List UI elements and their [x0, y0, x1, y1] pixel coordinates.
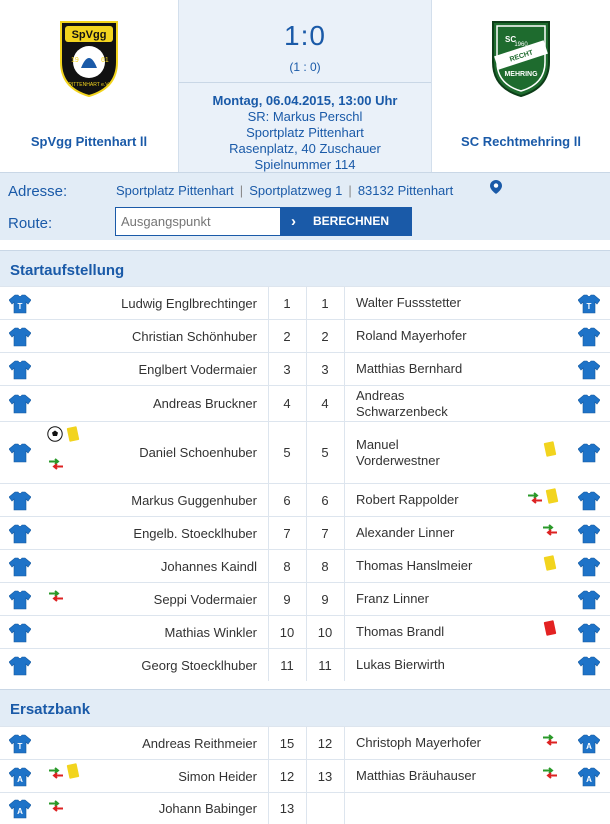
svg-text:A: A [586, 741, 592, 751]
game-number: Spielnummer 114 [254, 157, 356, 172]
svg-text:19: 19 [71, 57, 79, 64]
shirt-icon [9, 656, 31, 676]
home-player-name[interactable]: Daniel Schoenhuber [139, 445, 257, 460]
away-player-name[interactable]: Andreas Schwarzenbeck [356, 387, 448, 419]
home-player-name[interactable]: Engelb. Stoecklhuber [133, 525, 257, 541]
goal-ball-icon [47, 426, 63, 442]
home-team-logo [55, 18, 123, 98]
shirt-icon [9, 524, 31, 544]
away-player-number: 7 [321, 525, 329, 541]
final-score: 1:0 [284, 20, 326, 51]
shirt-icon [578, 590, 600, 610]
shirt-icon [578, 491, 600, 511]
table-row [0, 726, 610, 759]
away-player-name[interactable]: Roland Mayerhofer [356, 328, 467, 343]
table-row [0, 319, 610, 352]
away-player-number: 11 [318, 657, 332, 673]
table-row [0, 615, 610, 648]
svg-text:61: 61 [101, 57, 109, 64]
shirt-icon [9, 734, 31, 754]
shirt-icon [9, 327, 31, 347]
home-player-name[interactable]: Johann Babinger [158, 801, 257, 816]
table-row [0, 759, 610, 792]
svg-text:T: T [17, 741, 23, 751]
away-player-name[interactable]: Alexander Linner [356, 525, 455, 540]
address-street[interactable]: Sportplatzweg 1 [249, 183, 343, 198]
away-player-name[interactable] [356, 793, 486, 824]
away-player-number: 10 [317, 624, 333, 640]
shirt-icon [578, 443, 600, 463]
shirt-icon [9, 767, 31, 787]
home-player-name[interactable]: Johannes Kaindl [160, 558, 257, 574]
shirt-icon [578, 557, 600, 577]
away-player-name[interactable]: Lukas Bierwirth [356, 657, 445, 672]
table-row [0, 549, 610, 582]
home-player-name[interactable]: Christian Schönhuber [131, 328, 257, 344]
shirt-icon [9, 623, 31, 643]
shirt-icon [578, 327, 600, 347]
table-row [0, 286, 610, 319]
home-player-name[interactable]: Markus Guggenhuber [131, 492, 257, 508]
away-player-name[interactable]: Robert Rappolder [356, 492, 459, 507]
table-row [0, 516, 610, 549]
away-player-number: 3 [321, 361, 329, 377]
home-player-number: 3 [283, 361, 291, 377]
home-player-name[interactable]: Seppi Vodermaier [153, 591, 257, 607]
away-player-name[interactable]: Manuel Vorderwestner [356, 436, 440, 468]
address-label: Adresse: [8, 183, 68, 200]
shirt-icon [578, 734, 600, 754]
shirt-icon [9, 443, 31, 463]
lineup-title: Startaufstellung [0, 250, 610, 287]
svg-text:SC: SC [505, 35, 517, 44]
home-player-number: 8 [283, 558, 291, 574]
calculate-route-label: BERECHNEN [313, 214, 390, 228]
table-row [0, 385, 610, 421]
surface-attendance: Rasenplatz, 40 Zuschauer [229, 141, 381, 156]
away-player-number: 12 [317, 735, 333, 751]
match-info [179, 93, 431, 173]
table-row [0, 421, 610, 483]
shirt-icon [9, 557, 31, 577]
home-player-number: 12 [279, 768, 295, 784]
shirt-icon [578, 524, 600, 544]
home-player-name[interactable]: Simon Heider [178, 768, 257, 784]
away-player-number: 9 [321, 591, 329, 607]
substitution-icon [48, 458, 64, 470]
substitution-icon [542, 734, 558, 746]
home-player-name[interactable]: Georg Stoecklhuber [141, 657, 257, 673]
shirt-icon [578, 360, 600, 380]
address-place[interactable]: Sportplatz Pittenhart [116, 183, 234, 198]
substitution-icon [48, 800, 64, 812]
away-player-number: 4 [321, 396, 329, 411]
chevron-right-icon: › [291, 213, 296, 230]
home-player-number: 10 [279, 624, 295, 640]
shirt-icon [9, 590, 31, 610]
shirt-icon [578, 394, 600, 414]
shirt-icon [9, 360, 31, 380]
away-player-number: 6 [321, 492, 329, 508]
home-player-number: 7 [283, 525, 291, 541]
shirt-icon [9, 491, 31, 511]
home-player-name[interactable]: Andreas Bruckner [152, 396, 257, 411]
match-header [0, 0, 610, 172]
away-player-number: 2 [321, 328, 329, 344]
halftime-score: (1 : 0) [289, 60, 321, 74]
away-player-name[interactable]: Walter Fussstetter [356, 295, 461, 310]
svg-text:A: A [586, 774, 592, 784]
away-player-number: 1 [321, 295, 329, 311]
bench-title: Ersatzbank [0, 689, 610, 726]
home-player-number: 5 [283, 445, 291, 460]
route-start-input[interactable] [115, 207, 281, 236]
table-row [0, 483, 610, 516]
table-row [0, 582, 610, 615]
referee: SR: Markus Perschl [247, 109, 363, 124]
address-link[interactable]: Sportplatz Pittenhart | Sportplatzweg 1 | 83132 Pittenhart [116, 183, 454, 198]
divider [179, 82, 431, 83]
away-player-number: 5 [321, 445, 329, 460]
address-city[interactable]: 83132 Pittenhart [357, 183, 454, 198]
away-player-number: 13 [317, 768, 333, 784]
address-panel [0, 172, 610, 240]
shirt-icon [578, 656, 600, 676]
home-player-number: 9 [283, 591, 291, 607]
svg-text:T: T [17, 301, 23, 311]
away-player-number [306, 793, 344, 824]
away-player-number: 8 [321, 558, 329, 574]
svg-text:A: A [17, 774, 23, 784]
shirt-icon [9, 294, 31, 314]
table-row [0, 352, 610, 385]
match-date: Montag, 06.04.2015, 13:00 Uhr [212, 93, 398, 108]
substitution-icon [527, 492, 543, 504]
table-row [0, 792, 610, 824]
svg-text:SpVgg: SpVgg [71, 29, 107, 41]
home-player-name[interactable]: Mathias Winkler [164, 624, 257, 640]
away-player-name[interactable]: Matthias Bräuhauser [356, 768, 476, 783]
shirt-icon [9, 394, 31, 414]
svg-text:RECHT: RECHT [508, 49, 535, 64]
substitution-icon [542, 767, 558, 779]
home-player-number: 2 [283, 328, 291, 344]
away-player-name[interactable]: Franz Linner [356, 591, 429, 606]
venue: Sportplatz Pittenhart [246, 125, 364, 140]
svg-text:A: A [17, 807, 23, 816]
map-pin-icon[interactable] [490, 180, 502, 194]
shirt-icon [578, 294, 600, 314]
home-player-name[interactable]: Ludwig Englbrechtinger [121, 295, 257, 311]
substitution-icon [542, 524, 558, 536]
away-player-name[interactable]: Thomas Brandl [356, 624, 445, 639]
route-label: Route: [8, 215, 53, 232]
shirt-icon [578, 623, 600, 643]
calculate-route-button[interactable] [281, 207, 412, 236]
substitution-icon [48, 590, 64, 602]
svg-text:1960: 1960 [514, 42, 528, 48]
away-player-name[interactable]: Christoph Mayerhofer [356, 735, 481, 750]
svg-text:PITTENHART e.V.: PITTENHART e.V. [68, 82, 110, 88]
home-team-name[interactable]: SpVgg Pittenhart ll [30, 134, 148, 149]
score-panel [178, 0, 432, 172]
home-player-number: 15 [279, 735, 295, 751]
home-player-name[interactable]: Andreas Reithmeier [142, 735, 257, 751]
substitution-icon [48, 767, 64, 779]
table-row [0, 648, 610, 681]
svg-text:T: T [586, 301, 592, 311]
shirt-icon [578, 767, 600, 787]
home-player-number: 6 [283, 492, 291, 508]
home-player-number: 13 [279, 801, 295, 816]
away-team[interactable] [432, 0, 610, 172]
home-player-number: 1 [283, 295, 291, 311]
away-team-logo [487, 18, 555, 98]
away-team-name[interactable]: SC Rechtmehring ll [461, 134, 581, 149]
home-player-number: 4 [283, 396, 291, 411]
svg-text:MEHRING: MEHRING [504, 71, 538, 78]
home-player-number: 11 [280, 657, 294, 673]
away-player-name[interactable]: Matthias Bernhard [356, 361, 463, 376]
away-player-name[interactable]: Thomas Hanslmeier [356, 558, 473, 573]
shirt-icon [9, 799, 31, 819]
home-player-name[interactable]: Englbert Vodermaier [138, 361, 257, 377]
home-team[interactable] [0, 0, 178, 172]
